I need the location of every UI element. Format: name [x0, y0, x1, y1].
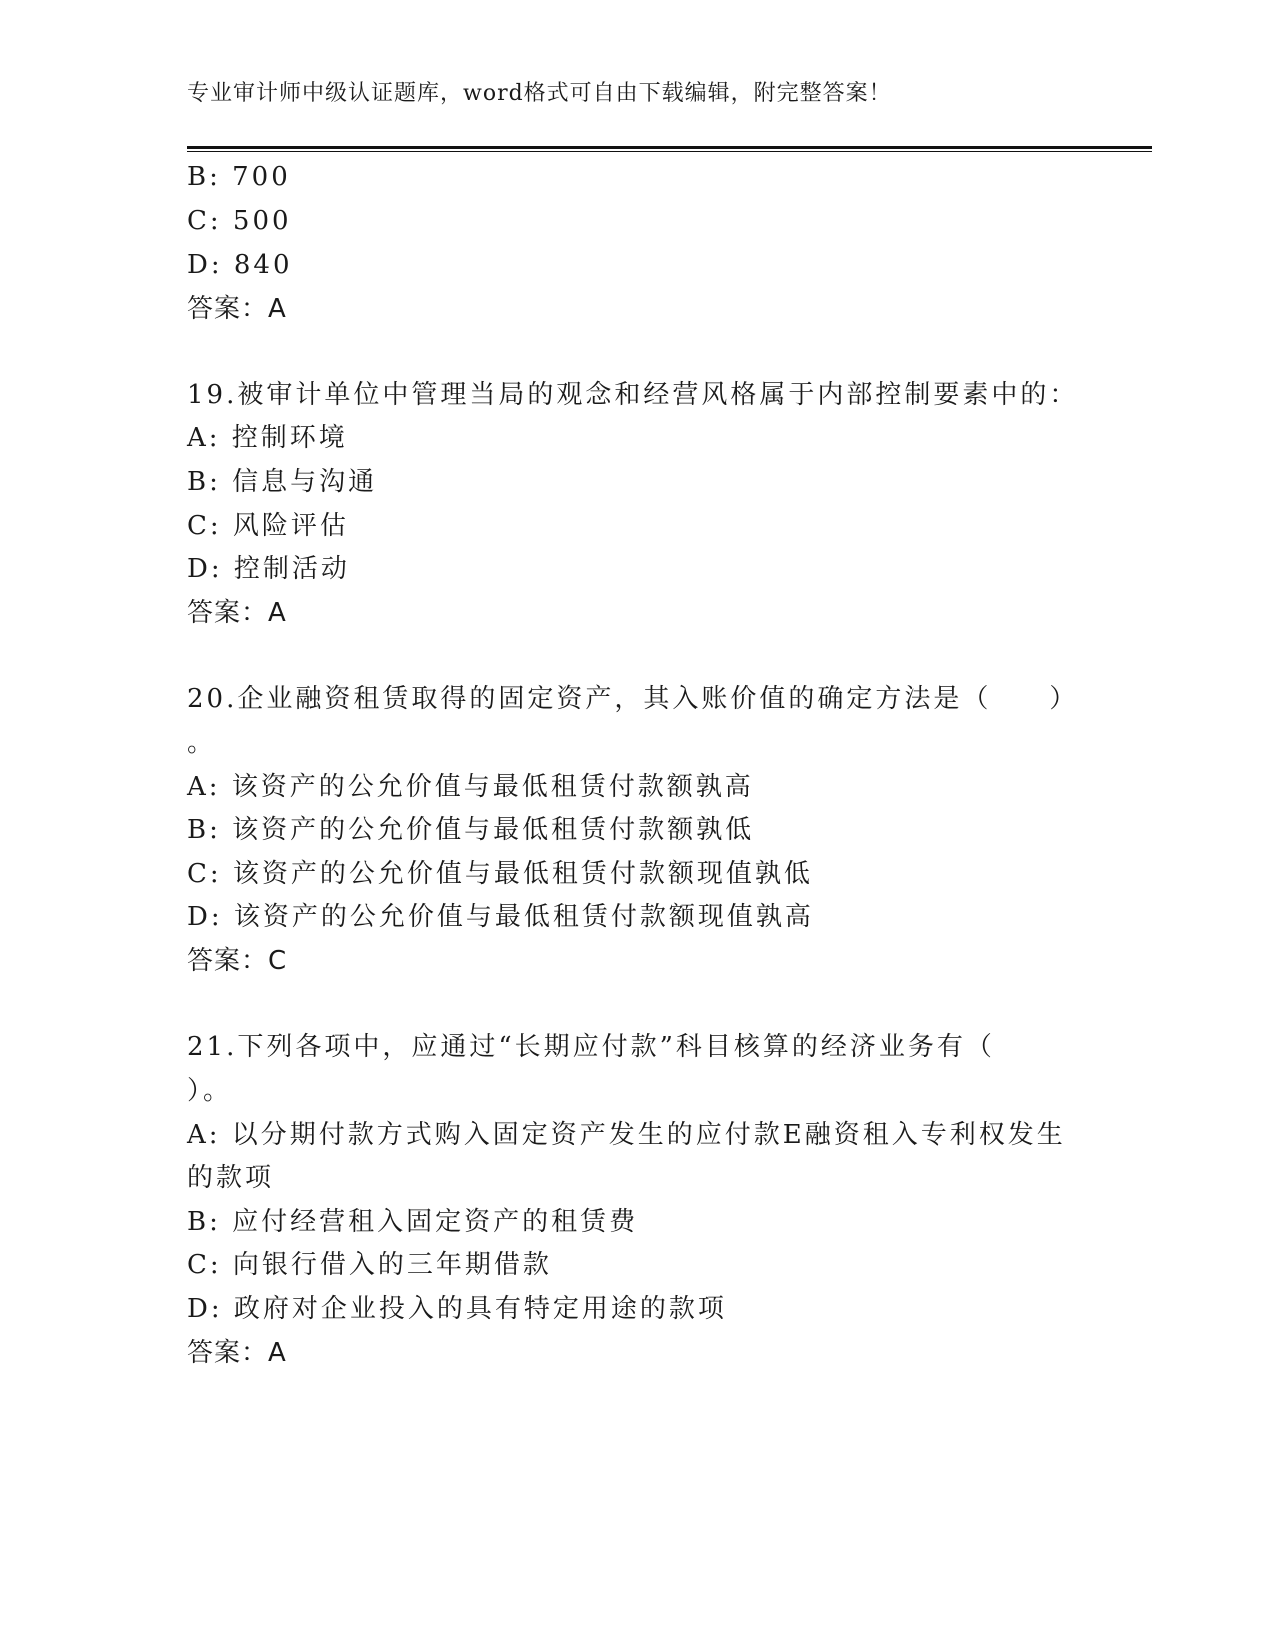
q19-question: 19.被审计单位中管理当局的观念和经营风格属于内部控制要素中的： — [187, 380, 1079, 410]
q18-option-c: C: 500 — [187, 206, 292, 236]
q21-option-a: A: 以分期付款方式购入固定资产发生的应付款E融资租入专利权发生 — [187, 1120, 1066, 1150]
q21-option-a-cont: 的款项 — [187, 1163, 275, 1193]
q19-option-b: B: 信息与沟通 — [187, 467, 378, 497]
q21-option-c: C: 向银行借入的三年期借款 — [187, 1250, 552, 1280]
q21-question-cont: ）。 — [187, 1076, 233, 1106]
q20-option-d: D: 该资产的公允价值与最低租赁付款额现值孰高 — [187, 902, 814, 932]
q19-option-a: A: 控制环境 — [187, 423, 348, 453]
q18-answer: 答案：A — [187, 294, 287, 324]
q20-answer: 答案：C — [187, 946, 288, 976]
page-header: 专业审计师中级认证题库，word格式可自由下载编辑，附完整答案！ — [187, 81, 892, 106]
header-rule-thin — [187, 151, 1152, 152]
q19-option-c: C: 风险评估 — [187, 511, 349, 541]
q20-question-cont: 。 — [187, 728, 217, 758]
q19-option-d: D: 控制活动 — [187, 554, 350, 584]
q19-answer: 答案：A — [187, 598, 287, 628]
q21-option-b: B: 应付经营租入固定资产的租赁费 — [187, 1207, 639, 1237]
q20-option-b: B: 该资产的公允价值与最低租赁付款额孰低 — [187, 815, 755, 845]
q20-option-a: A: 该资产的公允价值与最低租赁付款额孰高 — [187, 772, 754, 802]
q18-option-b: B: 700 — [187, 162, 291, 192]
q18-option-d: D: 840 — [187, 250, 293, 280]
q20-option-c: C: 该资产的公允价值与最低租赁付款额现值孰低 — [187, 859, 813, 889]
q21-answer: 答案：A — [187, 1338, 287, 1368]
q21-question: 21.下列各项中，应通过“长期应付款”科目核算的经济业务有（ — [187, 1032, 995, 1062]
q21-option-d: D: 政府对企业投入的具有特定用途的款项 — [187, 1294, 727, 1324]
header-rule-thick — [187, 146, 1152, 149]
q20-question: 20.企业融资租赁取得的固定资产，其入账价值的确定方法是（ ） — [187, 684, 1079, 714]
